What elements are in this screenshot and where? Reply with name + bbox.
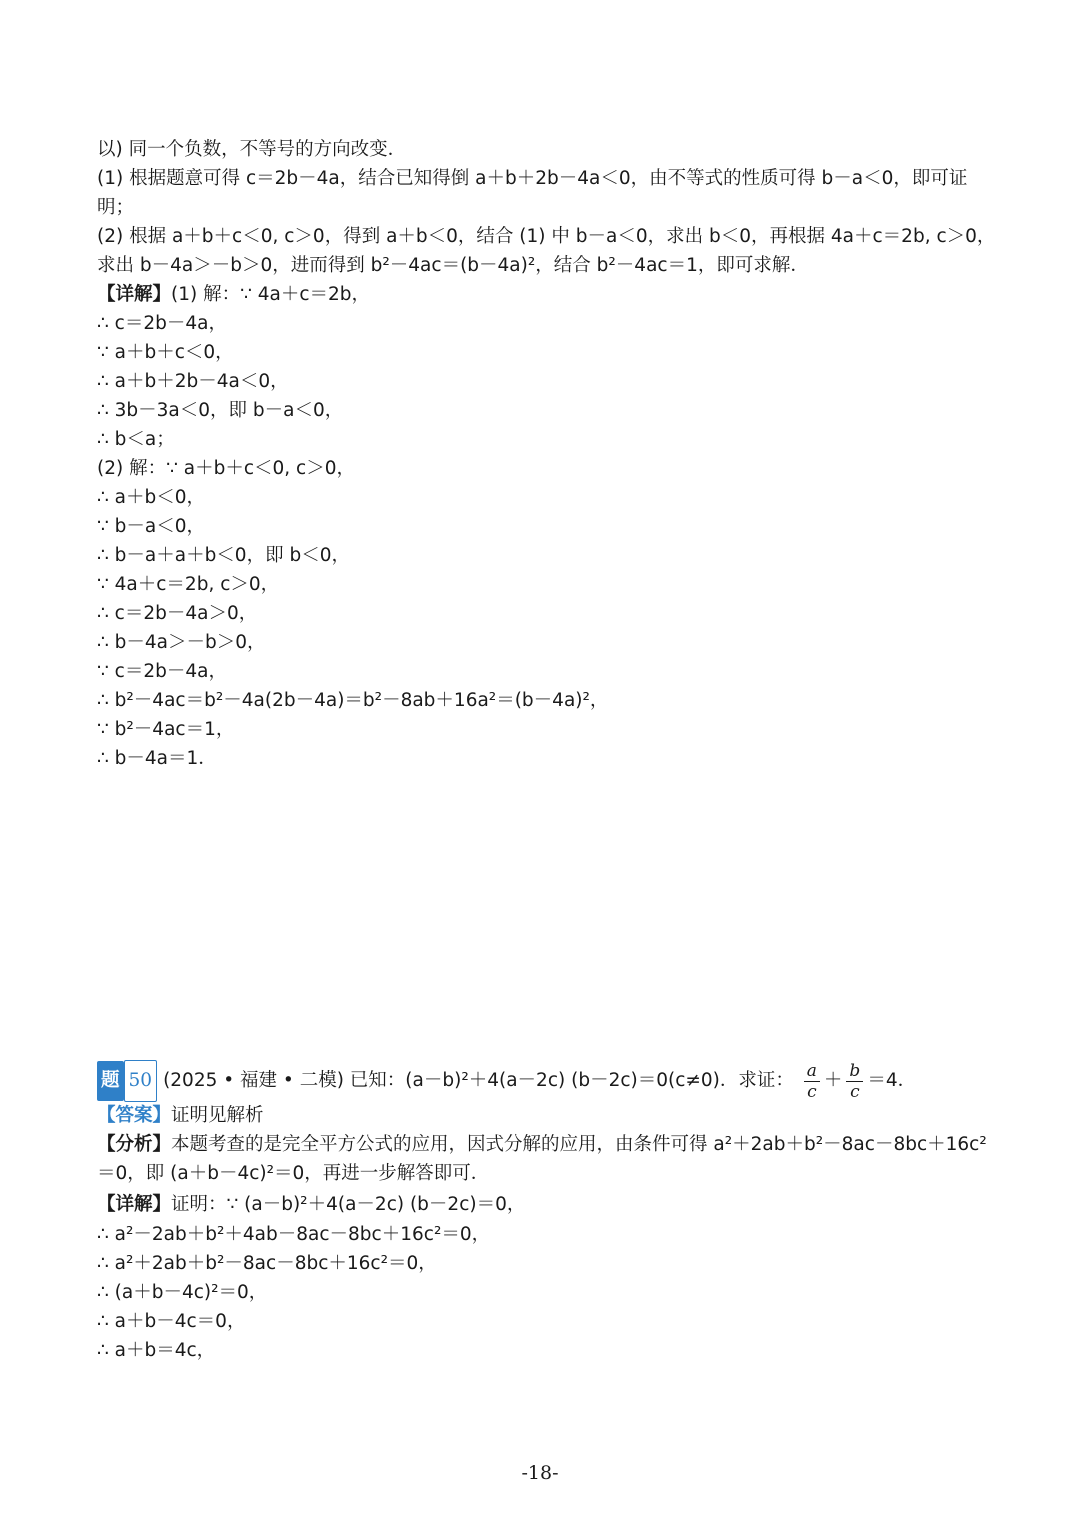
step-line: ∴ b－a＋a＋b＜0，即 b＜0， — [97, 545, 350, 566]
answer-line — [97, 1103, 264, 1129]
step-line: ∵ 4a＋c＝2b, c＞0， — [97, 574, 280, 595]
fraction-b-over-c — [846, 1061, 863, 1102]
step-line: ∴ b＜a； — [97, 429, 175, 450]
detail-tag: 【详解】 — [97, 1194, 172, 1215]
plus-sign: ＋ — [823, 1070, 843, 1091]
fraction-numerator: b — [846, 1061, 863, 1082]
step-line: ∴ a＋b＜0， — [97, 487, 206, 508]
fraction-denominator: c — [850, 1081, 860, 1102]
step-line: ∴ a²－2ab＋b²＋4ab－8ac－8bc＋16c²＝0， — [97, 1224, 491, 1245]
step-line: ∴ b²－4ac＝b²－4a(2b－4a)＝b²－8ab＋16a²＝(b－4a)²， — [97, 690, 609, 711]
problem-number: 50 — [124, 1060, 158, 1102]
step-line: ∴ b－4a＞－b＞0， — [97, 632, 266, 653]
problem-stem-text: (2025 • 福建 • 二模) 已知：(a－b)²＋4(a－2c) (b－2c)＝0(c≠0)．求证： — [163, 1070, 794, 1091]
analysis-tag: 【分析】 — [97, 1134, 172, 1155]
answer-tag: 【答案】 — [97, 1105, 172, 1126]
detail-text: 证明：∵ (a－b)²＋4(a－2c) (b－2c)＝0， — [171, 1194, 526, 1215]
step-line: ∵ b²－4ac＝1， — [97, 719, 235, 740]
detail-line — [97, 282, 370, 308]
text-line: (1) 根据题意可得 c＝2b－4a，结合已知得倒 a＋b＋2b－4a＜0，由不等式的性质可得 b－a＜0，即可证 — [97, 168, 968, 189]
step-line: ∴ a＋b＝4c， — [97, 1340, 216, 1361]
step-line: ∵ a＋b＋c＜0， — [97, 342, 234, 363]
step-line: ∵ c＝2b－4a， — [97, 661, 227, 682]
problem-label: 题 — [97, 1061, 124, 1101]
text-line: 明； — [97, 197, 135, 218]
step-line: ∴ a＋b＋2b－4a＜0， — [97, 371, 289, 392]
fraction-denominator: c — [807, 1081, 817, 1102]
equation-tail: ＝4． — [867, 1070, 917, 1091]
analysis-text: 本题考查的是完全平方公式的应用，因式分解的应用，由条件可得 a²＋2ab＋b²－8ac－8bc＋16c² — [171, 1134, 987, 1155]
analysis-line — [97, 1132, 987, 1158]
step-line: ∴ b－4a＝1． — [97, 748, 217, 769]
step-line: ∴ c＝2b－4a， — [97, 313, 227, 334]
step-line: ∴ c＝2b－4a＞0， — [97, 603, 258, 624]
text-line: 以) 同一个负数，不等号的方向改变． — [97, 139, 407, 160]
step-line: ∴ a＋b－4c＝0， — [97, 1311, 246, 1332]
problem-50-stem — [97, 1060, 916, 1102]
step-line: ∴ a²＋2ab＋b²－8ac－8bc＋16c²＝0， — [97, 1253, 437, 1274]
step-line: (2) 解：∵ a＋b＋c＜0, c＞0， — [97, 458, 355, 479]
step-line: ∴ 3b－3a＜0，即 b－a＜0， — [97, 400, 344, 421]
detail-tag: 【详解】 — [97, 284, 172, 305]
fraction-numerator: a — [804, 1061, 820, 1082]
detail-line — [97, 1192, 525, 1218]
page-number: -18- — [521, 1462, 559, 1484]
text-line: (2) 根据 a＋b＋c＜0, c＞0，得到 a＋b＜0，结合 (1) 中 b－a＜0，求出 b＜0，再根据 4a＋c＝2b, c＞0， — [97, 226, 996, 247]
answer-text: 证明见解析 — [171, 1105, 264, 1126]
step-line: ∵ b－a＜0， — [97, 516, 206, 537]
step-line: ∴ (a＋b－4c)²＝0， — [97, 1282, 268, 1303]
analysis-line-2: ＝0，即 (a＋b－4c)²＝0，再进一步解答即可． — [97, 1163, 490, 1184]
text-line: 求出 b－4a＞－b＞0，进而得到 b²－4ac＝(b－4a)²，结合 b²－4ac＝1，即可求解． — [97, 255, 809, 276]
fraction-a-over-c — [804, 1061, 820, 1102]
detail-text: (1) 解：∵ 4a＋c＝2b， — [171, 284, 371, 305]
